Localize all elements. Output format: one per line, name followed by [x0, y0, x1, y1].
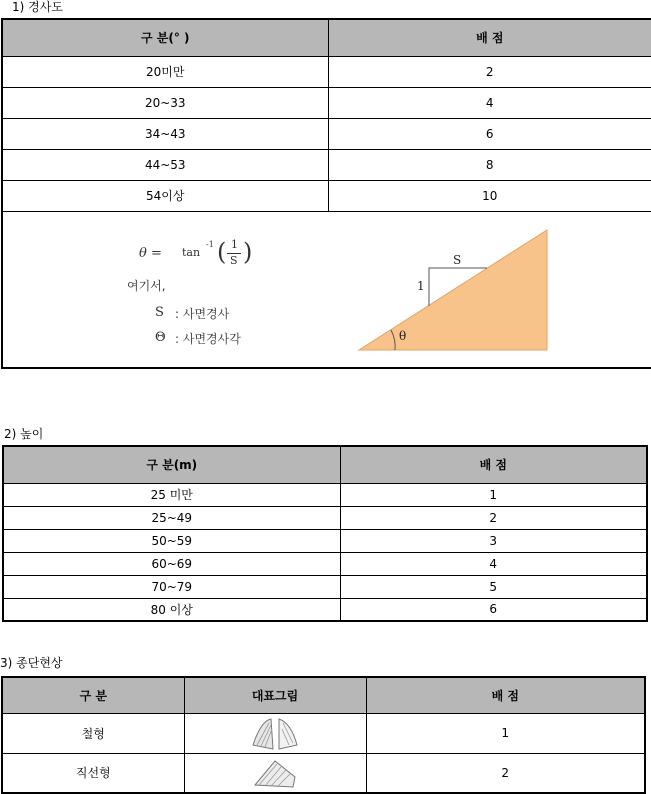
slope-triangle-diagram: [355, 226, 555, 356]
formula-tan-exponent: -1: [206, 239, 214, 249]
slope-cell-score: 6: [328, 118, 651, 149]
height-cell-category: 50~59: [3, 529, 340, 552]
diagram-theta-label: θ: [399, 328, 407, 343]
formula-theta-eq: θ =: [139, 245, 162, 261]
slope-cell-score: 2: [328, 56, 651, 87]
diagram-one-label: 1: [417, 278, 425, 293]
height-cell-category: 25~49: [3, 506, 340, 529]
profile-cell-figure: [184, 713, 366, 753]
slope-cell-score: 8: [328, 149, 651, 180]
formula-s-symbol: S: [155, 304, 164, 320]
height-header-score: 배 점: [340, 446, 647, 483]
formula-fraction-denominator: S: [230, 253, 238, 267]
slope-header-score: 배 점: [328, 19, 651, 56]
table-row: [2, 713, 645, 753]
slope-cell-score: 4: [328, 87, 651, 118]
table-row: [3, 529, 647, 552]
profile-header-score: 배 점: [366, 677, 645, 713]
table-row: [2, 180, 651, 211]
profile-cell-score: 2: [366, 753, 645, 793]
height-cell-category: 25 미만: [3, 483, 340, 506]
diagram-s-label: S: [453, 252, 462, 267]
profile-table: [1, 676, 646, 794]
formula-fraction-numerator: 1: [231, 237, 238, 251]
profile-cell-score: 1: [366, 713, 645, 753]
slope-cell-category: 34~43: [2, 118, 328, 149]
table-row: [3, 483, 647, 506]
formula-s-definition: : 사면경사: [175, 306, 230, 321]
slope-cell-category: 20~33: [2, 87, 328, 118]
table-row: [2, 56, 651, 87]
profile-section-title: 3) 종단현상: [0, 656, 63, 670]
height-cell-score: 2: [340, 506, 647, 529]
formula-paren-open: (: [217, 237, 227, 266]
height-cell-score: 6: [340, 598, 647, 621]
table-row: [3, 506, 647, 529]
height-section-title: 2) 높이: [4, 427, 44, 441]
formula-where-label: 여기서,: [127, 278, 166, 293]
height-cell-category: 80 이상: [3, 598, 340, 621]
table-row: [2, 87, 651, 118]
formula-theta-definition: : 사면경사각: [175, 331, 241, 346]
formula-tan: tan: [182, 245, 201, 259]
height-table: [2, 445, 648, 622]
formula-paren-close: ): [243, 237, 253, 266]
table-row: [2, 149, 651, 180]
slope-cell-category: 44~53: [2, 149, 328, 180]
profile-cell-name: 철형: [2, 713, 184, 753]
height-cell-score: 3: [340, 529, 647, 552]
slope-cell-category: 20미만: [2, 56, 328, 87]
height-cell-score: 4: [340, 552, 647, 575]
table-row: [3, 552, 647, 575]
profile-cell-figure: [184, 753, 366, 793]
table-row: [2, 118, 651, 149]
slope-section-title: 1) 경사도: [12, 0, 63, 14]
table-row: [3, 598, 647, 621]
table-row: [3, 575, 647, 598]
profile-header-category: 구 분: [2, 677, 184, 713]
slope-header-category: 구 분(° ): [2, 19, 328, 56]
slope-table: [1, 18, 651, 369]
profile-header-figure: 대표그림: [184, 677, 366, 713]
height-cell-category: 70~79: [3, 575, 340, 598]
table-row: [2, 753, 645, 793]
straight-slope-icon: [249, 755, 301, 791]
slope-cell-category: 54이상: [2, 180, 328, 211]
height-cell-score: 1: [340, 483, 647, 506]
height-cell-category: 60~69: [3, 552, 340, 575]
slope-cell-score: 10: [328, 180, 651, 211]
convex-slope-icon: [249, 715, 301, 751]
formula-theta-symbol: Θ: [155, 329, 166, 345]
profile-cell-name: 직선형: [2, 753, 184, 793]
height-header-category: 구 분(m): [3, 446, 340, 483]
slope-triangle-shape: [359, 230, 547, 350]
slope-formula-cell: [2, 211, 651, 368]
height-cell-score: 5: [340, 575, 647, 598]
